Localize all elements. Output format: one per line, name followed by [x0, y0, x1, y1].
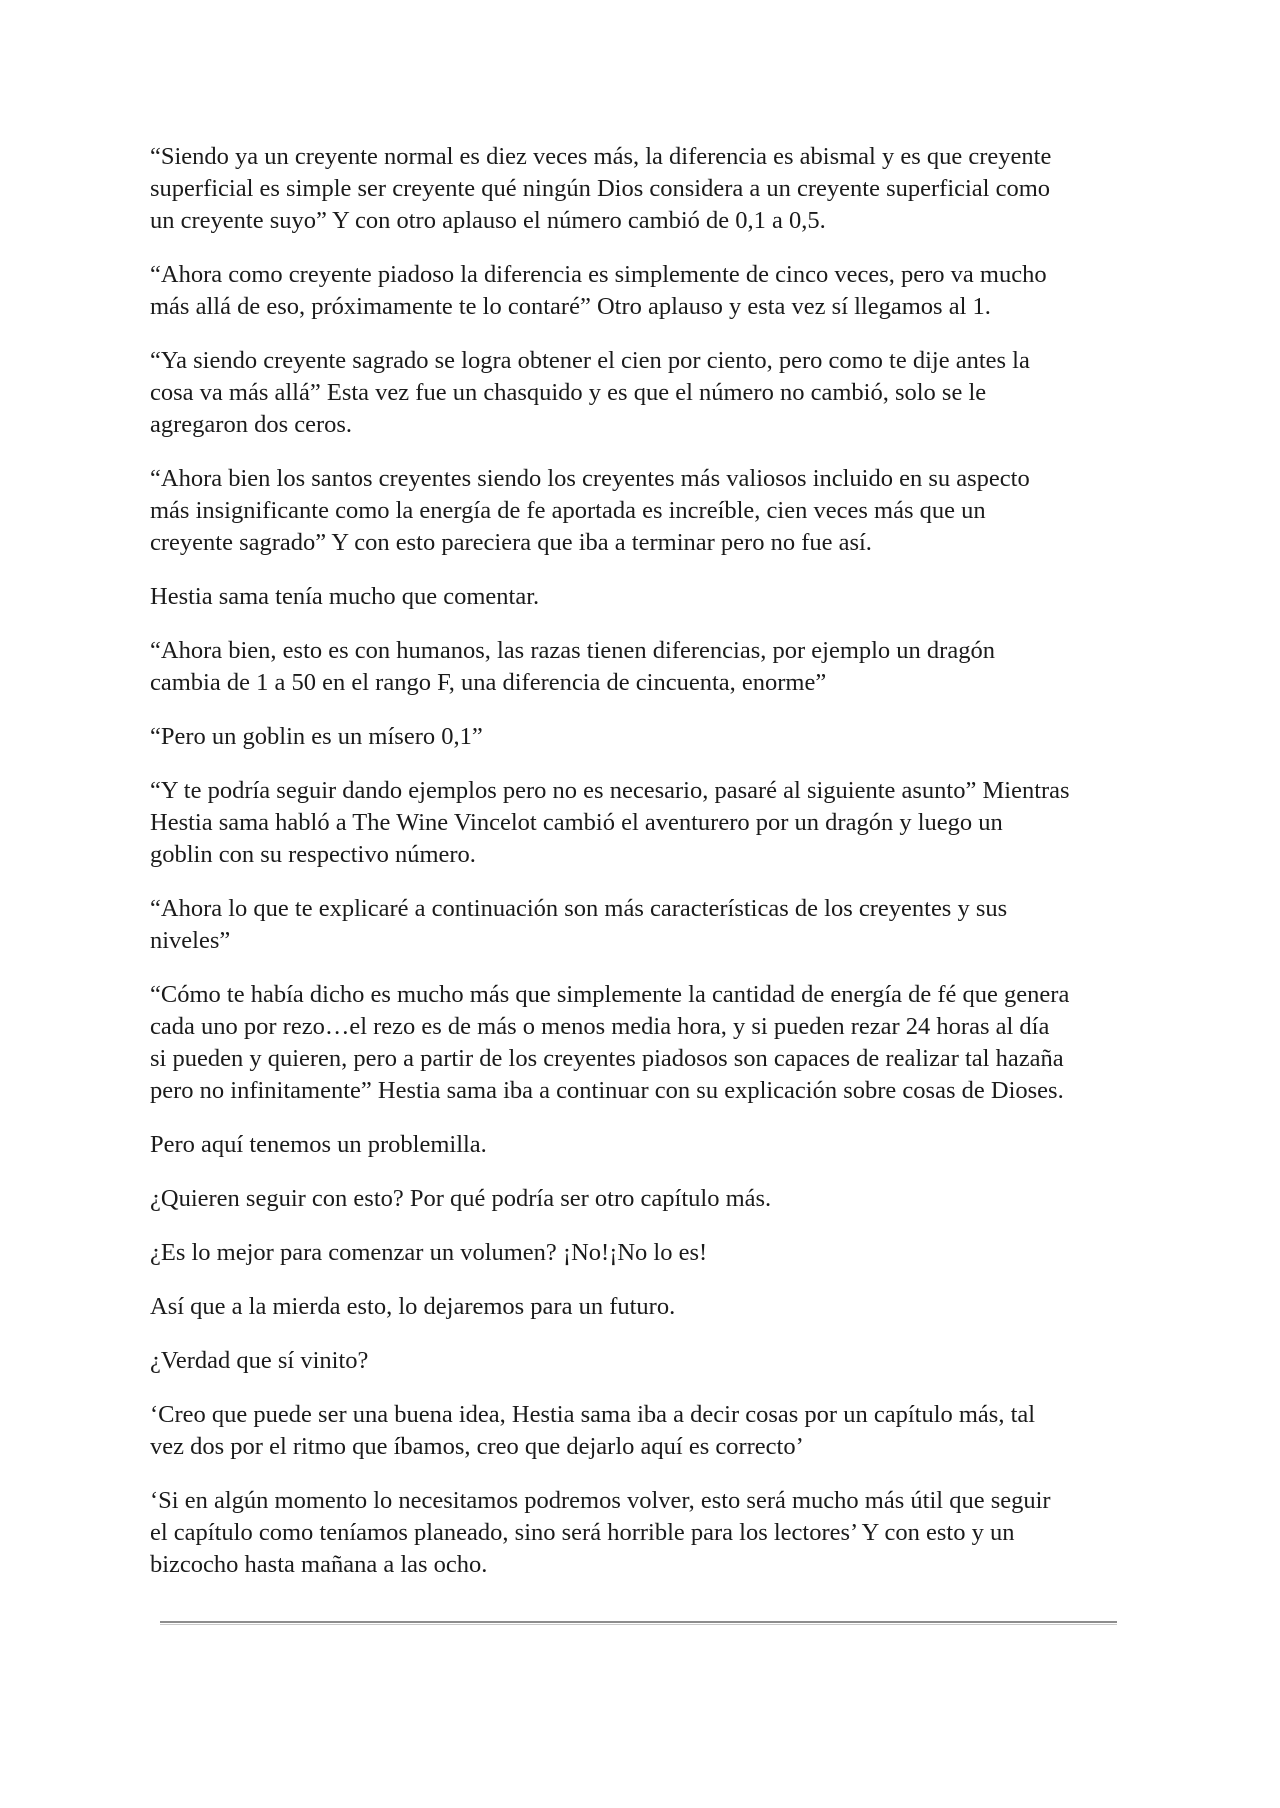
- text-line: si pueden y quieren, pero a partir de los creyentes piadosos son capaces de realizar tal hazaña: [150, 1045, 1064, 1072]
- text-line: “Ya siendo creyente sagrado se logra obtener el cien por ciento, pero como te dije antes la: [150, 347, 1030, 374]
- paragraph: [150, 259, 1160, 323]
- text-line: superficial es simple ser creyente qué ningún Dios considera a un creyente superficial como: [150, 175, 1051, 202]
- text-line: cada uno por rezo…el rezo es de más o menos media hora, y si pueden rezar 24 horas al día: [150, 1013, 1050, 1040]
- paragraph: [150, 1183, 1160, 1215]
- text-line: goblin con su respectivo número.: [150, 841, 476, 868]
- paragraph: [150, 635, 1160, 699]
- paragraph: [150, 1485, 1160, 1581]
- paragraph: [150, 141, 1160, 237]
- text-line: “Ahora lo que te explicaré a continuación son más características de los creyentes y sus: [150, 895, 1008, 922]
- paragraph: [150, 775, 1160, 871]
- paragraph: [150, 345, 1160, 441]
- text-line: “Cómo te había dicho es mucho más que simplemente la cantidad de energía de fé que genera: [150, 981, 1070, 1008]
- paragraph: [150, 979, 1160, 1107]
- text-line: ¿Quieren seguir con esto? Por qué podría ser otro capítulo más.: [150, 1185, 772, 1212]
- paragraph: [150, 1129, 1160, 1161]
- horizontal-divider: [160, 1621, 1117, 1625]
- text-line: agregaron dos ceros.: [150, 411, 353, 438]
- text-line: ¿Verdad que sí vinito?: [150, 1347, 369, 1374]
- text-line: un creyente suyo” Y con otro aplauso el número cambió de 0,1 a 0,5.: [150, 207, 826, 234]
- paragraph: [150, 1237, 1160, 1269]
- text-line: “Pero un goblin es un mísero 0,1”: [150, 723, 483, 750]
- text-line: el capítulo como teníamos planeado, sino será horrible para los lectores’ Y con esto y un: [150, 1519, 1015, 1546]
- document-text: [150, 141, 1160, 1603]
- text-line: Pero aquí tenemos un problemilla.: [150, 1131, 487, 1158]
- text-line: más allá de eso, próximamente te lo contaré” Otro aplauso y esta vez sí llegamos al 1.: [150, 293, 991, 320]
- text-line: “Ahora como creyente piadoso la diferencia es simplemente de cinco veces, pero va mucho: [150, 261, 1047, 288]
- paragraph: [150, 893, 1160, 957]
- paragraph: [150, 581, 1160, 613]
- paragraph: [150, 721, 1160, 753]
- text-line: bizcocho hasta mañana a las ocho.: [150, 1551, 488, 1578]
- paragraph: [150, 1345, 1160, 1377]
- text-line: vez dos por el ritmo que íbamos, creo que dejarlo aquí es correcto’: [150, 1433, 804, 1460]
- paragraph: [150, 1399, 1160, 1463]
- text-line: cambia de 1 a 50 en el rango F, una diferencia de cincuenta, enorme”: [150, 669, 827, 696]
- text-line: ‘Si en algún momento lo necesitamos podremos volver, esto será mucho más útil que seguir: [150, 1487, 1051, 1514]
- text-line: Así que a la mierda esto, lo dejaremos para un futuro.: [150, 1293, 676, 1320]
- text-line: niveles”: [150, 927, 231, 954]
- paragraph: [150, 463, 1160, 559]
- text-line: pero no infinitamente” Hestia sama iba a continuar con su explicación sobre cosas de Dioses.: [150, 1077, 1064, 1104]
- paragraph: [150, 1291, 1160, 1323]
- text-line: Hestia sama tenía mucho que comentar.: [150, 583, 540, 610]
- text-line: “Ahora bien los santos creyentes siendo los creyentes más valiosos incluido en su aspecto: [150, 465, 1030, 492]
- text-line: cosa va más allá” Esta vez fue un chasquido y es que el número no cambió, solo se le: [150, 379, 987, 406]
- text-line: ‘Creo que puede ser una buena idea, Hestia sama iba a decir cosas por un capítulo más, tal: [150, 1401, 1036, 1428]
- text-line: más insignificante como la energía de fe aportada es increíble, cien veces más que un: [150, 497, 986, 524]
- text-line: “Siendo ya un creyente normal es diez veces más, la diferencia es abismal y es que creyente: [150, 143, 1052, 170]
- text-line: Hestia sama habló a The Wine Vincelot cambió el aventurero por un dragón y luego un: [150, 809, 1003, 836]
- text-line: “Y te podría seguir dando ejemplos pero no es necesario, pasaré al siguiente asunto” Mientras: [150, 777, 1070, 804]
- text-line: creyente sagrado” Y con esto pareciera que iba a terminar pero no fue así.: [150, 529, 872, 556]
- text-line: ¿Es lo mejor para comenzar un volumen? ¡No!¡No lo es!: [150, 1239, 708, 1266]
- text-line: “Ahora bien, esto es con humanos, las razas tienen diferencias, por ejemplo un dragón: [150, 637, 995, 664]
